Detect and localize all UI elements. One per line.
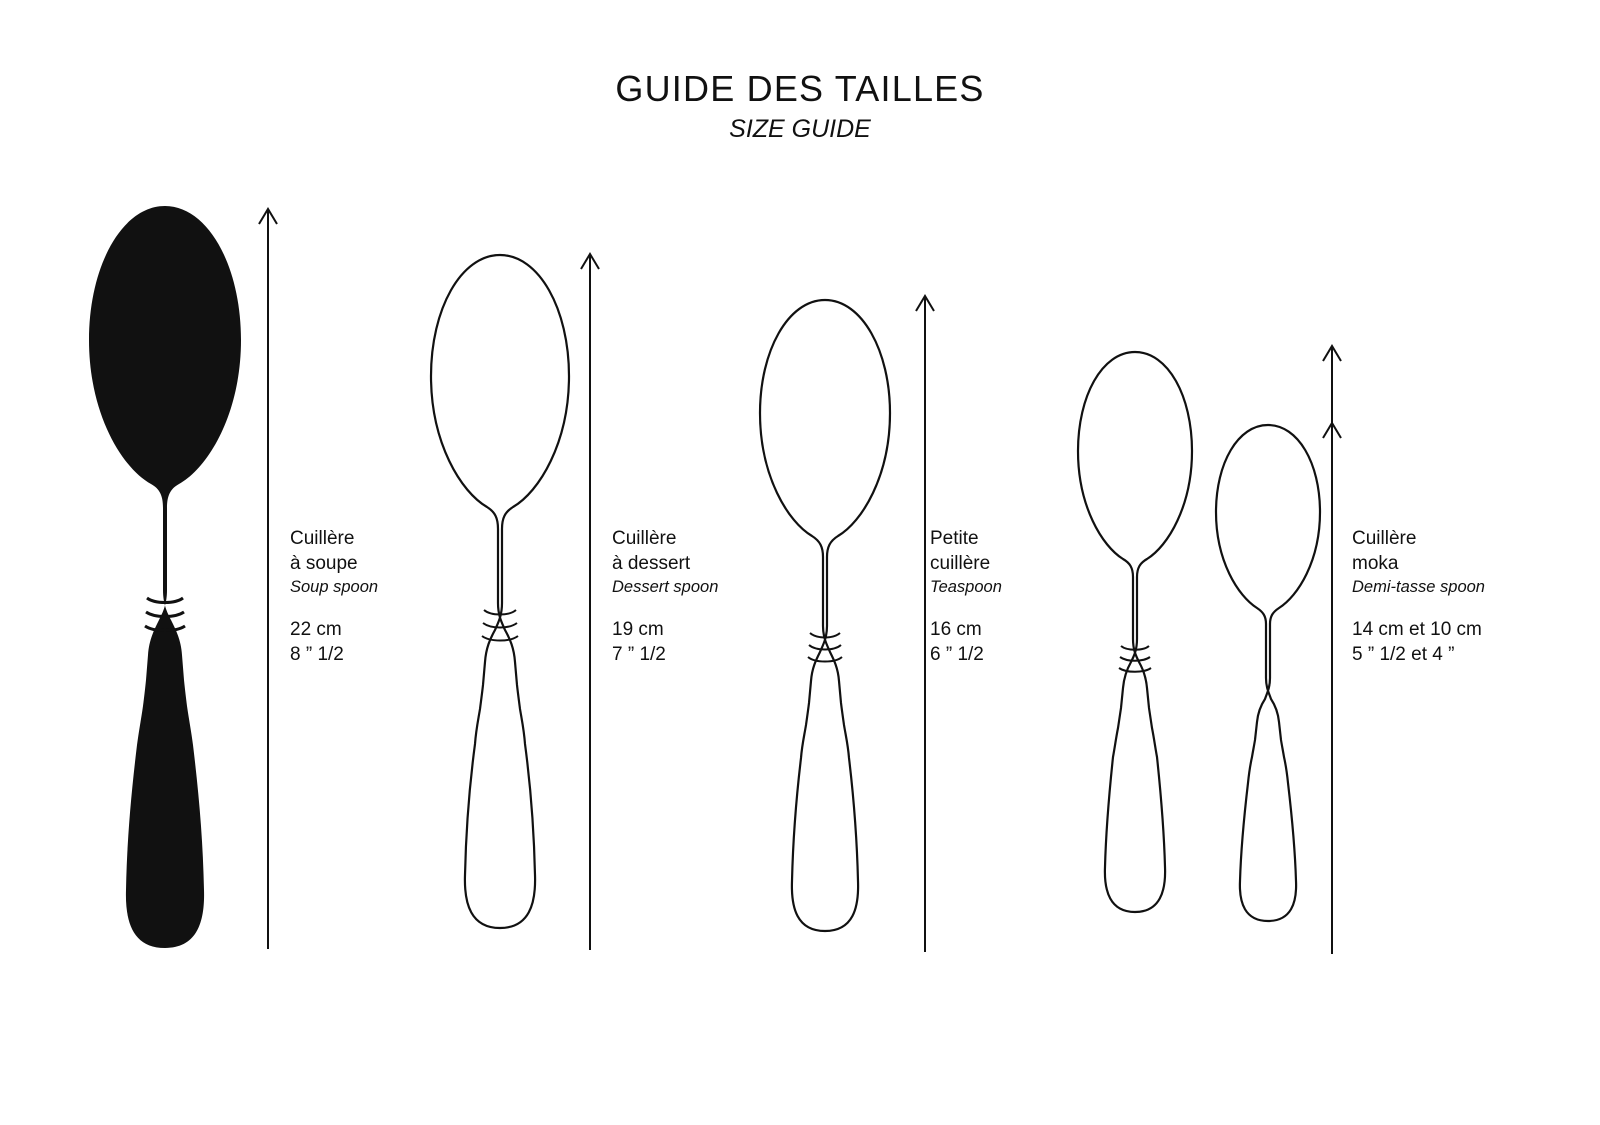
length-in: 8 ” 1/2 — [290, 643, 344, 665]
label-fr-line1: Petite — [930, 528, 979, 549]
spoon-group-soup — [0, 0, 400, 1125]
label-fr-line2: à dessert — [612, 552, 691, 574]
label-en: Dessert spoon — [612, 578, 719, 597]
spoon-group-teaspoon — [720, 0, 1040, 1125]
measure-arrow-soup — [248, 205, 288, 955]
moka-spoon-10cm-illustration — [1208, 420, 1328, 960]
caption-moka — [1352, 527, 1485, 667]
label-fr-line1: Cuillère — [1352, 528, 1417, 549]
label-fr-line2: cuillère — [930, 552, 991, 574]
label-fr-line2: moka — [1352, 552, 1399, 574]
label-en: Demi-tasse spoon — [1352, 578, 1485, 597]
moka-spoon-14cm-illustration — [1070, 347, 1200, 957]
measure-arrow-dessert — [570, 250, 610, 955]
length-in: 6 ” 1/2 — [930, 643, 984, 665]
teaspoon-illustration — [750, 295, 900, 955]
length-cm: 14 cm et 10 cm — [1352, 618, 1482, 640]
length-cm: 19 cm — [612, 618, 664, 640]
dessert-spoon-illustration — [420, 250, 580, 955]
spoon-group-dessert — [400, 0, 720, 1125]
length-cm: 16 cm — [930, 618, 982, 640]
soup-spoon-illustration — [75, 200, 255, 960]
label-fr-line1: Cuillère — [612, 528, 677, 549]
caption-teaspoon — [930, 527, 1002, 667]
caption-soup — [290, 527, 378, 667]
spoon-group-moka — [1040, 0, 1600, 1125]
measure-arrow-moka — [1312, 342, 1352, 957]
label-en: Soup spoon — [290, 578, 379, 597]
caption-dessert — [612, 527, 718, 667]
page-subtitle: SIZE GUIDE — [729, 115, 871, 144]
label-fr-line2: à soupe — [290, 552, 358, 574]
label-en: Teaspoon — [930, 578, 1002, 597]
label-fr-line1: Cuillère — [290, 528, 355, 549]
length-cm: 22 cm — [290, 618, 342, 640]
length-in: 5 ” 1/2 et 4 ” — [1352, 643, 1455, 665]
page-title: GUIDE DES TAILLES — [615, 68, 985, 109]
length-in: 7 ” 1/2 — [612, 643, 666, 665]
